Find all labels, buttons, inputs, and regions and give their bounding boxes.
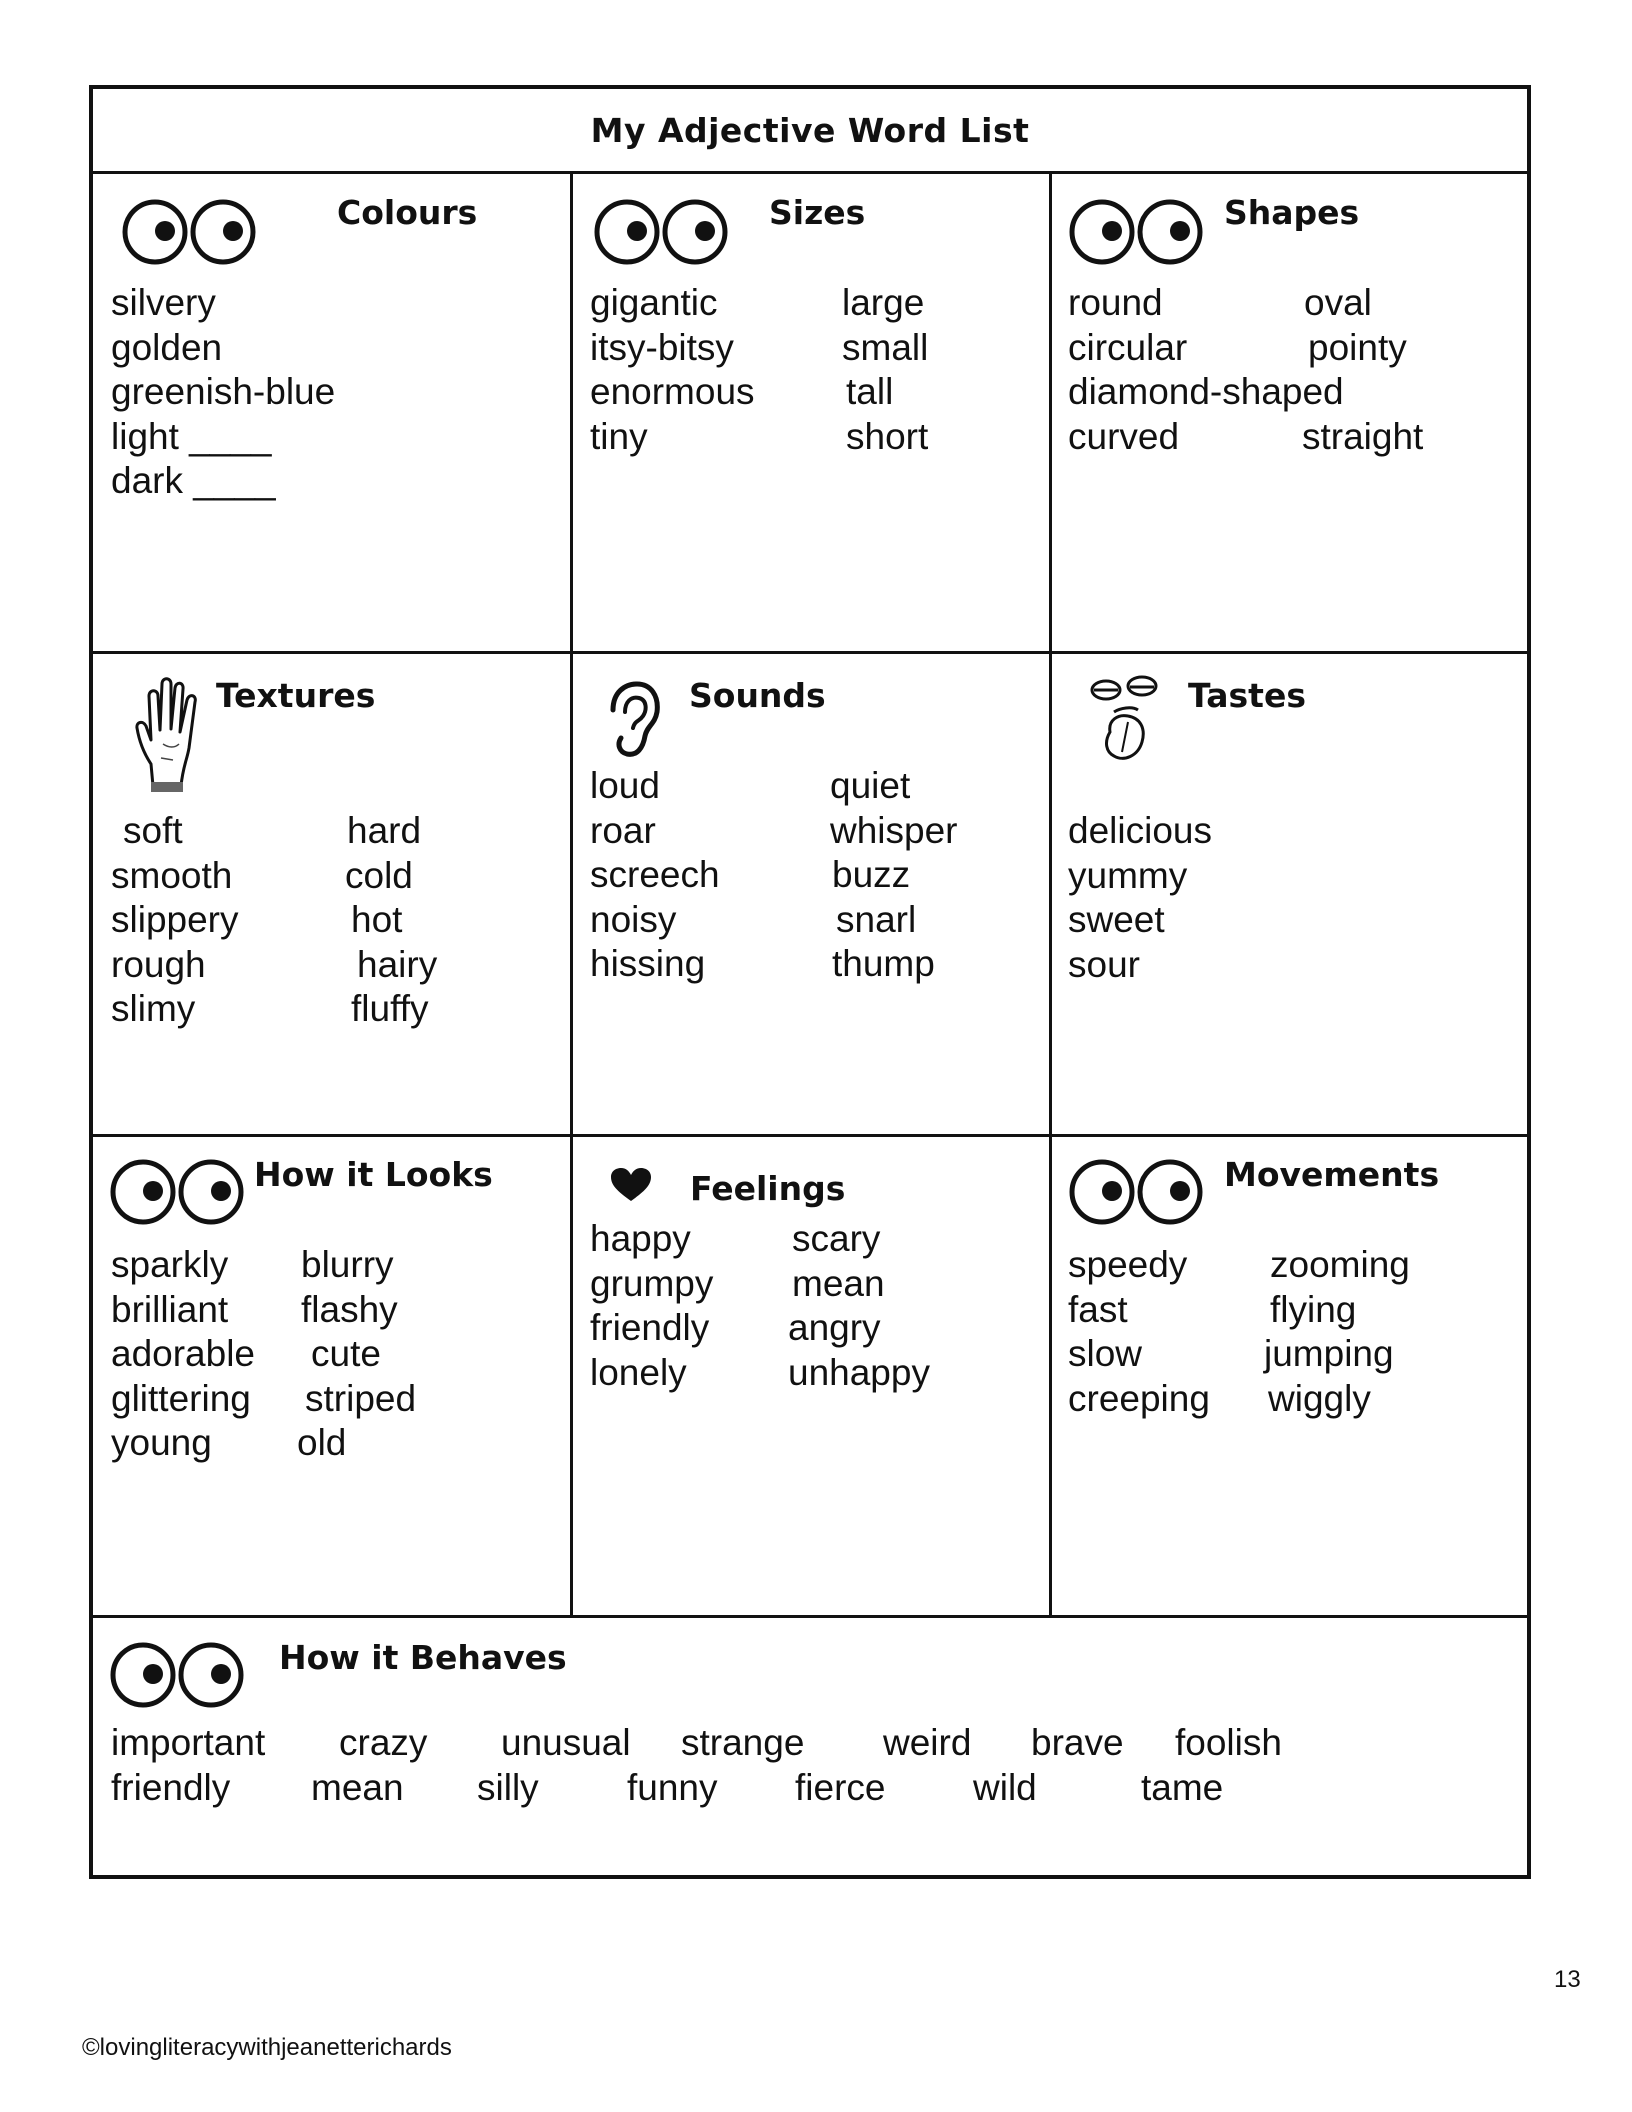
word: round [1068, 282, 1163, 323]
word: fierce [795, 1767, 886, 1808]
word: unusual [501, 1722, 631, 1763]
word: diamond-shaped [1068, 371, 1344, 412]
word: crazy [339, 1722, 428, 1763]
word: golden [111, 326, 223, 368]
word: short [846, 415, 929, 457]
word: glittering [111, 1377, 251, 1419]
section-how-it-behaves [93, 1624, 1527, 1875]
section-sounds [573, 654, 1052, 1137]
word-list [590, 764, 1030, 987]
hand-icon [133, 674, 209, 792]
word: young [111, 1422, 212, 1463]
word: unhappy [788, 1351, 930, 1393]
section-title: Shapes [1224, 193, 1360, 232]
word: curved [1068, 415, 1180, 457]
word: grumpy [590, 1262, 714, 1304]
word: important [111, 1722, 266, 1763]
section-title: How it Looks [254, 1155, 493, 1194]
word: friendly [590, 1307, 710, 1348]
word-list [111, 1243, 551, 1466]
word: brilliant [111, 1288, 229, 1330]
word: strange [681, 1722, 805, 1763]
word: whisper [830, 809, 958, 851]
word: hairy [357, 943, 438, 985]
section-title: How it Behaves [279, 1638, 567, 1677]
word-list [111, 809, 551, 1032]
word-list [1068, 281, 1508, 459]
tongue-face-icon [1088, 672, 1164, 768]
word: flashy [301, 1288, 398, 1330]
word: yummy [1068, 854, 1188, 896]
word-list [1068, 1243, 1508, 1421]
word: wild [973, 1767, 1037, 1808]
word: funny [627, 1767, 718, 1808]
word: noisy [590, 898, 677, 940]
word: straight [1302, 415, 1424, 457]
word-list [590, 1217, 1030, 1395]
section-title: Colours [337, 193, 478, 232]
section-title: Sizes [769, 193, 866, 232]
word: jumping [1264, 1333, 1394, 1374]
googly-eyes-icon [593, 199, 733, 269]
page-title: My Adjective Word List [93, 89, 1527, 174]
word: gigantic [590, 282, 718, 323]
word: adorable [111, 1333, 256, 1374]
word: greenish-blue [111, 371, 336, 412]
ear-icon [603, 680, 661, 758]
section-textures [93, 654, 573, 1137]
word: screech [590, 854, 720, 895]
word: fluffy [351, 988, 429, 1029]
adjective-grid [93, 171, 1527, 1618]
section-how-it-looks [93, 1137, 573, 1618]
section-tastes [1052, 654, 1527, 1137]
section-title: Feelings [690, 1169, 846, 1208]
word: soft [123, 810, 183, 851]
word: rough [111, 943, 206, 985]
word: weird [883, 1722, 972, 1763]
googly-eyes-icon [109, 1159, 249, 1229]
page-number: 13 [1554, 1966, 1581, 1993]
word: large [842, 282, 925, 323]
googly-eyes-icon [1068, 1159, 1208, 1229]
worksheet [89, 85, 1531, 1879]
word: tall [846, 371, 894, 412]
word: blurry [301, 1244, 394, 1285]
word: silvery [111, 282, 216, 323]
section-movements [1052, 1137, 1527, 1618]
googly-eyes-icon [109, 1642, 249, 1712]
copyright: ©lovingliteracywithjeanetterichards [82, 2034, 452, 2061]
word: hissing [590, 943, 706, 984]
word-list [590, 281, 1030, 459]
word: wiggly [1268, 1377, 1371, 1419]
word: sparkly [111, 1244, 229, 1285]
word: flying [1270, 1288, 1357, 1330]
word: small [842, 326, 929, 368]
word: quiet [830, 765, 911, 806]
word: pointy [1308, 326, 1407, 368]
word: lonely [590, 1351, 687, 1393]
word: enormous [590, 371, 755, 412]
word: brave [1031, 1722, 1124, 1763]
word: snarl [836, 898, 917, 940]
word: thump [832, 943, 935, 984]
word: roar [590, 809, 656, 851]
googly-eyes-icon [1068, 199, 1208, 269]
word: slimy [111, 988, 196, 1029]
word: friendly [111, 1767, 231, 1808]
word: buzz [832, 854, 911, 895]
word: mean [311, 1767, 404, 1808]
section-shapes [1052, 171, 1527, 654]
word: dark ____ [111, 460, 276, 501]
word: smooth [111, 854, 233, 896]
section-feelings [573, 1137, 1052, 1618]
word: silly [477, 1767, 539, 1808]
word: creeping [1068, 1377, 1210, 1419]
section-title: Sounds [689, 676, 826, 715]
section-title: Tastes [1188, 676, 1306, 715]
heart-icon [609, 1167, 653, 1203]
word: old [297, 1422, 347, 1463]
word: oval [1304, 282, 1372, 323]
word: cute [311, 1333, 381, 1374]
word: loud [590, 765, 660, 806]
word: hard [347, 810, 422, 851]
googly-eyes-icon [121, 199, 261, 269]
word: angry [788, 1307, 881, 1348]
word: striped [305, 1377, 417, 1419]
section-sizes [573, 171, 1052, 654]
word: light ____ [111, 415, 272, 457]
section-title: Textures [216, 676, 376, 715]
word: sweet [1068, 899, 1165, 940]
word: foolish [1175, 1722, 1282, 1763]
word: tame [1141, 1767, 1224, 1808]
word: zooming [1270, 1244, 1410, 1285]
word: fast [1068, 1288, 1128, 1330]
word: scary [792, 1218, 881, 1259]
word: mean [792, 1262, 885, 1304]
section-colours [93, 171, 573, 654]
word: itsy-bitsy [590, 326, 734, 368]
word: hot [351, 899, 403, 940]
section-title: Movements [1224, 1155, 1440, 1194]
word: tiny [590, 415, 648, 457]
word: sour [1068, 943, 1140, 985]
word: slippery [111, 899, 239, 940]
word: cold [345, 854, 413, 896]
word: delicious [1068, 810, 1212, 851]
word: speedy [1068, 1244, 1188, 1285]
word: happy [590, 1218, 691, 1259]
word: circular [1068, 326, 1188, 368]
word: slow [1068, 1333, 1143, 1374]
